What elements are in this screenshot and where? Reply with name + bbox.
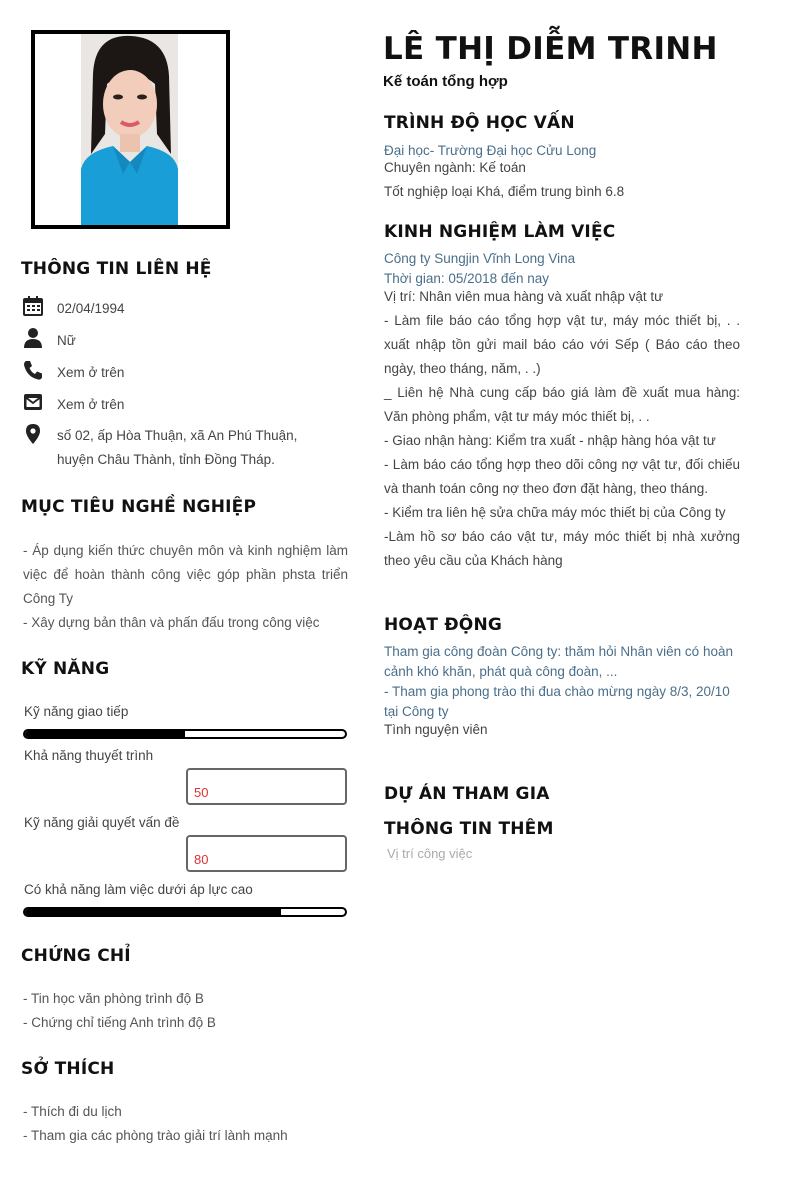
skill-score-value: 50 bbox=[194, 785, 209, 800]
email-text: Xem ở trên bbox=[57, 397, 125, 412]
additional-info-section-title: THÔNG TIN THÊM bbox=[384, 819, 554, 839]
projects-section-title: DỰ ÁN THAM GIA bbox=[384, 784, 550, 804]
additional-info-placeholder[interactable]: Vị trí công việc bbox=[387, 846, 473, 861]
candidate-name: LÊ THỊ DIỄM TRINH bbox=[383, 31, 718, 67]
skill-score-value: 80 bbox=[194, 852, 209, 867]
contact-phone bbox=[22, 359, 352, 383]
objective-section-title: MỤC TIÊU NGHỀ NGHIỆP bbox=[21, 497, 257, 517]
education-grade: Tốt nghiệp loại Khá, điểm trung bình 6.8 bbox=[384, 184, 625, 199]
skill-label: Khả năng thuyết trình bbox=[24, 748, 154, 763]
certificates-section-title: CHỨNG CHỈ bbox=[21, 946, 131, 966]
skill-score-box bbox=[186, 768, 347, 805]
address-line-2: huyện Châu Thành, tỉnh Đồng Tháp. bbox=[57, 452, 275, 467]
experience-description bbox=[384, 309, 740, 573]
skill-label: Kỹ năng giải quyết vấn đề bbox=[24, 815, 180, 830]
experience-line: - Kiểm tra liên hệ sửa chữa máy móc thiết bị của Công ty bbox=[384, 505, 726, 520]
experience-line: ngày, theo tháng, năm, . .) bbox=[384, 361, 541, 376]
activity-line: cảnh khó khăn, phát quà công đoàn, ... bbox=[384, 664, 618, 679]
birthday-text: 02/04/1994 bbox=[57, 301, 125, 316]
objective-line: - Xây dựng bản thân và phấn đấu trong công việc bbox=[23, 615, 320, 630]
objective-line: Công Ty bbox=[23, 591, 74, 606]
hobby-item: - Tham gia các phòng trào giải trí lành mạnh bbox=[23, 1128, 288, 1143]
contact-email bbox=[22, 391, 352, 415]
experience-line: _ Liên hệ Nhà cung cấp báo giá làm đề xuất mua hàng: bbox=[384, 385, 740, 400]
objective-text bbox=[23, 539, 348, 635]
contact-gender bbox=[22, 327, 352, 351]
phone-text: Xem ở trên bbox=[57, 365, 125, 380]
experience-line: theo yêu cầu của Khách hàng bbox=[384, 553, 563, 568]
experience-line: và thanh toán công nợ theo đơn đặt hàng, theo tháng. bbox=[384, 481, 708, 496]
address-line-1: số 02, ấp Hòa Thuận, xã An Phú Thuận, bbox=[57, 428, 298, 443]
experience-line: Văn phòng phẩm, vật tư máy móc thiết bị, . . bbox=[384, 409, 650, 424]
skill-label: Kỹ năng giao tiếp bbox=[24, 704, 129, 719]
skill-level-fill bbox=[25, 909, 281, 915]
experience-line: - Làm báo cáo tổng hợp theo dõi công nợ vật tư, đối chiếu bbox=[384, 457, 740, 472]
phone-icon bbox=[22, 359, 44, 381]
map-pin-icon bbox=[22, 423, 44, 445]
activity-line: tại Công ty bbox=[384, 704, 449, 719]
activity-line: - Tham gia phong trào thi đua chào mừng ngày 8/3, 20/10 bbox=[384, 684, 730, 699]
contact-birthday bbox=[22, 295, 352, 319]
skill-score-box bbox=[186, 835, 347, 872]
certificate-item: - Tin học văn phòng trình độ B bbox=[23, 991, 204, 1006]
experience-line: - Làm file báo cáo tổng hợp vật tư, máy móc thiết bị, . . bbox=[384, 313, 740, 328]
activities-section-title: HOẠT ĐỘNG bbox=[384, 615, 503, 635]
activity-line: Tham gia công đoàn Công ty: thăm hỏi Nhân viên có hoàn bbox=[384, 644, 733, 659]
experience-section-title: KINH NGHIỆM LÀM VIỆC bbox=[384, 222, 616, 242]
skill-level-bar bbox=[23, 907, 347, 917]
skills-section-title: KỸ NĂNG bbox=[21, 659, 110, 679]
calendar-icon bbox=[22, 295, 44, 317]
education-school: Đại học- Trường Đại học Cửu Long bbox=[384, 143, 597, 158]
experience-period: Thời gian: 05/2018 đến nay bbox=[384, 271, 549, 286]
experience-line: -Làm hồ sơ báo cáo vật tư, máy móc thiết bị nhà xưởng bbox=[384, 529, 740, 544]
contact-address bbox=[22, 423, 352, 473]
envelope-icon bbox=[22, 391, 44, 413]
experience-line: - Giao nhận hàng: Kiểm tra xuất - nhập hàng hóa vật tư bbox=[384, 433, 716, 448]
contact-section-title: THÔNG TIN LIÊN HỆ bbox=[21, 259, 212, 279]
user-icon bbox=[22, 327, 44, 349]
objective-line: - Áp dụng kiến thức chuyên môn và kinh nghiệm làm bbox=[23, 543, 348, 558]
objective-line: việc để hoàn thành công việc góp phần phsta triển bbox=[23, 567, 348, 582]
skill-level-bar bbox=[23, 729, 347, 739]
skill-level-fill bbox=[25, 731, 185, 737]
portrait-image bbox=[35, 34, 226, 225]
hobby-item: - Thích đi du lịch bbox=[23, 1104, 122, 1119]
gender-text: Nữ bbox=[57, 333, 76, 348]
education-major: Chuyên ngành: Kế toán bbox=[384, 160, 526, 175]
experience-line: xuất nhập tồn gửi mail báo cáo với Sếp ( Báo cáo theo bbox=[384, 337, 740, 352]
profile-photo bbox=[31, 30, 230, 229]
hobbies-section-title: SỞ THÍCH bbox=[21, 1059, 115, 1079]
education-section-title: TRÌNH ĐỘ HỌC VẤN bbox=[384, 113, 575, 133]
experience-position: Vị trí: Nhân viên mua hàng và xuất nhập vật tư bbox=[384, 289, 664, 304]
certificate-item: - Chứng chỉ tiếng Anh trình độ B bbox=[23, 1015, 216, 1030]
skill-label: Có khả năng làm việc dưới áp lực cao bbox=[24, 882, 253, 897]
job-title: Kế toán tổng hợp bbox=[383, 73, 508, 90]
experience-company: Công ty Sungjin Vĩnh Long Vina bbox=[384, 251, 576, 266]
activity-line: Tình nguyện viên bbox=[384, 722, 488, 737]
